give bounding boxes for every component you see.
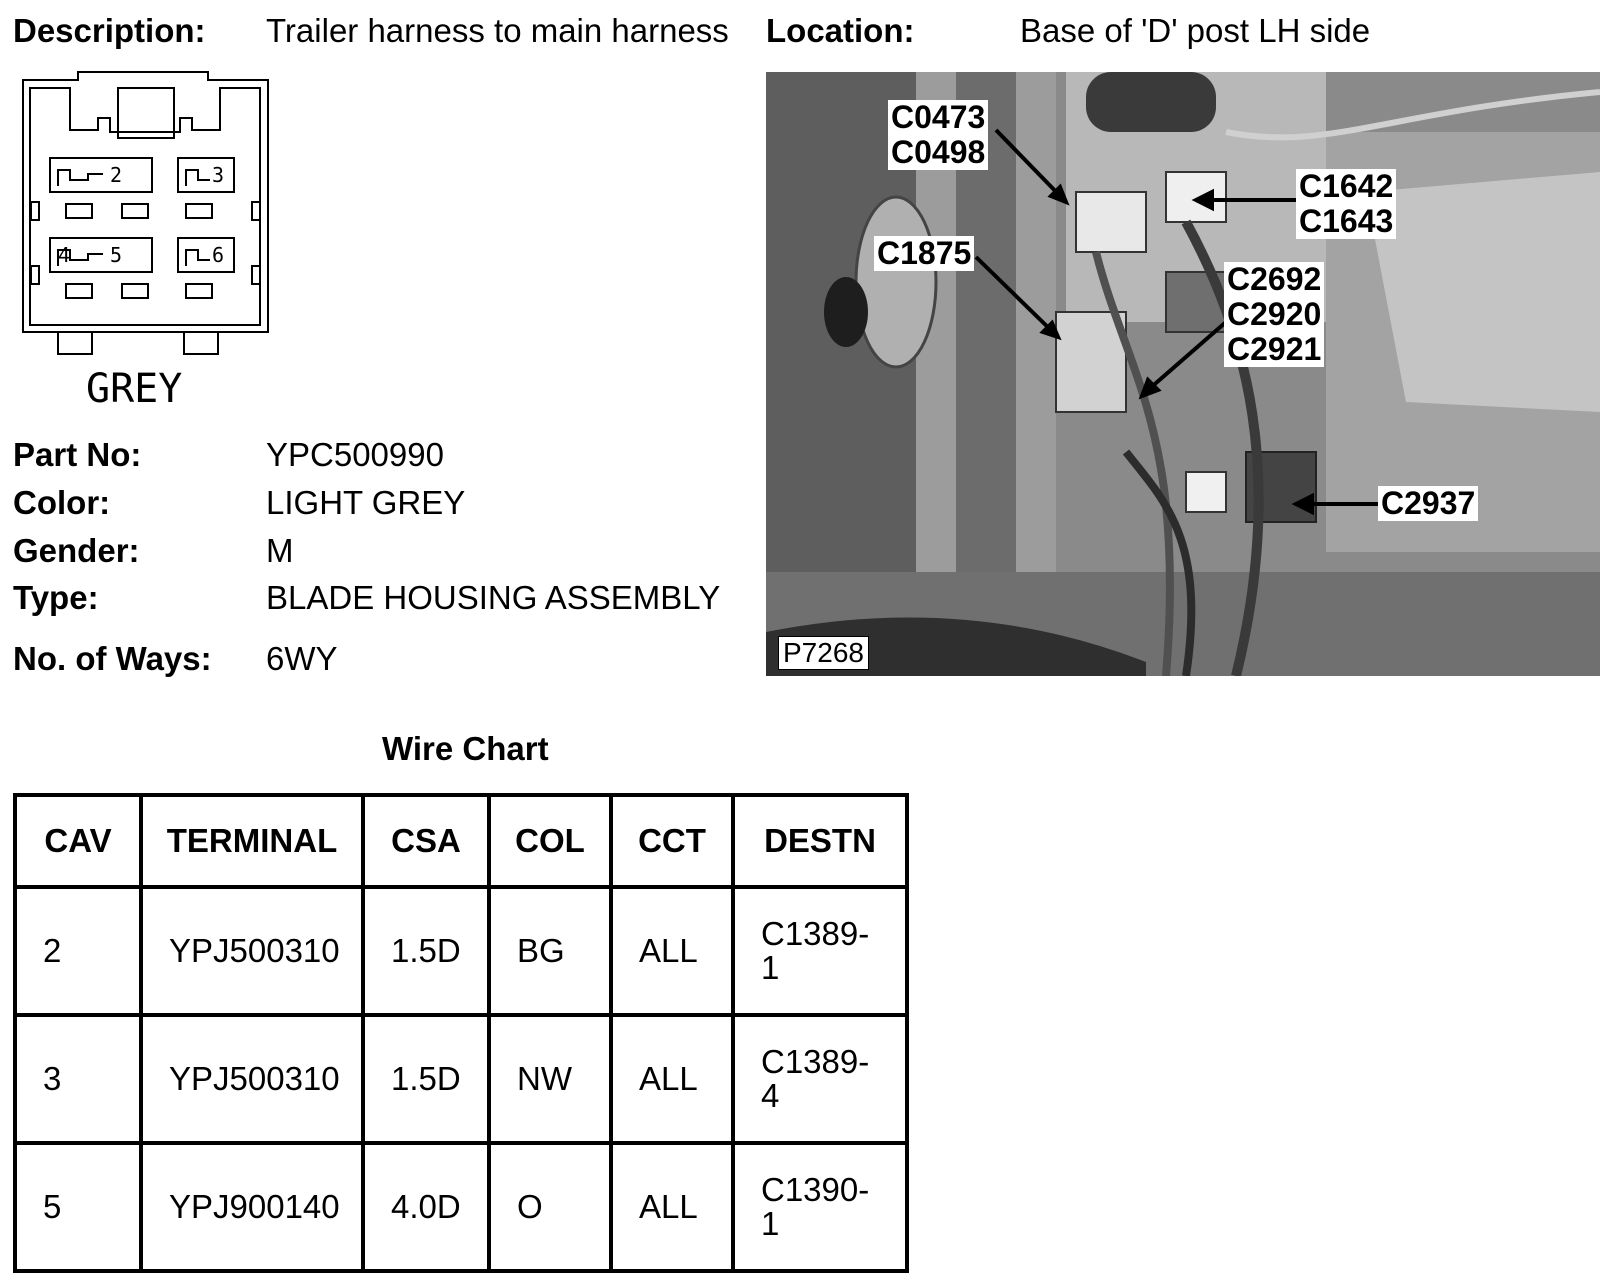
callout-c1875: C1875 [874,236,974,271]
cell-terminal: YPJ900140 [141,1143,363,1271]
cell-col: O [489,1143,611,1271]
wire-chart-table [13,793,909,1273]
cell-terminal: YPJ500310 [141,887,363,1015]
cavity-number-4: 4 [58,243,71,267]
callout-c2692-c2920-c2921: C2692 C2920 C2921 [1224,262,1324,367]
column-header-terminal: TERMINAL [141,795,363,887]
photo-id-label: P7268 [778,636,869,670]
cell-destn: C1389- 4 [733,1015,907,1143]
cavity-number-5: 5 [110,243,123,267]
cell-csa: 4.0D [363,1143,489,1271]
color-value: LIGHT GREY [266,484,466,521]
ways-value: 6WY [266,640,338,677]
wire-chart-header-row [15,795,907,887]
cell-cav: 3 [15,1015,141,1143]
description-label: Description: [13,12,206,49]
column-header-destn: DESTN [733,795,907,887]
table-row [15,1143,907,1271]
cavity-number-6: 6 [212,243,225,267]
ways-label: No. of Ways: [13,640,212,677]
callout-c1642-c1643: C1642 C1643 [1296,169,1396,239]
cavity-number-3: 3 [212,163,225,187]
description-value: Trailer harness to main harness [266,12,729,49]
cell-col: BG [489,887,611,1015]
column-header-cav: CAV [15,795,141,887]
location-value: Base of 'D' post LH side [1020,12,1371,49]
callout-c2937: C2937 [1378,486,1478,521]
location-label: Location: [766,12,915,49]
column-header-col: COL [489,795,611,887]
wire-chart-title: Wire Chart [382,730,549,767]
table-row [15,887,907,1015]
cell-cav: 2 [15,887,141,1015]
cell-destn: C1389- 1 [733,887,907,1015]
cell-cav: 5 [15,1143,141,1271]
gender-label: Gender: [13,532,140,569]
type-value: BLADE HOUSING ASSEMBLY [266,579,721,616]
part-no-label: Part No: [13,436,142,473]
gender-value: M [266,532,294,569]
cell-destn: C1390- 1 [733,1143,907,1271]
type-label: Type: [13,579,99,616]
cell-cct: ALL [611,1143,733,1271]
color-label: Color: [13,484,111,521]
column-header-cct: CCT [611,795,733,887]
cell-csa: 1.5D [363,887,489,1015]
cell-terminal: YPJ500310 [141,1015,363,1143]
location-photo [766,72,1600,676]
column-header-csa: CSA [363,795,489,887]
cell-csa: 1.5D [363,1015,489,1143]
table-row [15,1015,907,1143]
cavity-number-2: 2 [110,163,123,187]
connector-color-caption: GREY [86,366,183,412]
connector-face-diagram [18,70,278,420]
cell-cct: ALL [611,1015,733,1143]
cell-cct: ALL [611,887,733,1015]
callout-c0473-c0498: C0473 C0498 [888,100,988,170]
cell-col: NW [489,1015,611,1143]
part-no-value: YPC500990 [266,436,444,473]
